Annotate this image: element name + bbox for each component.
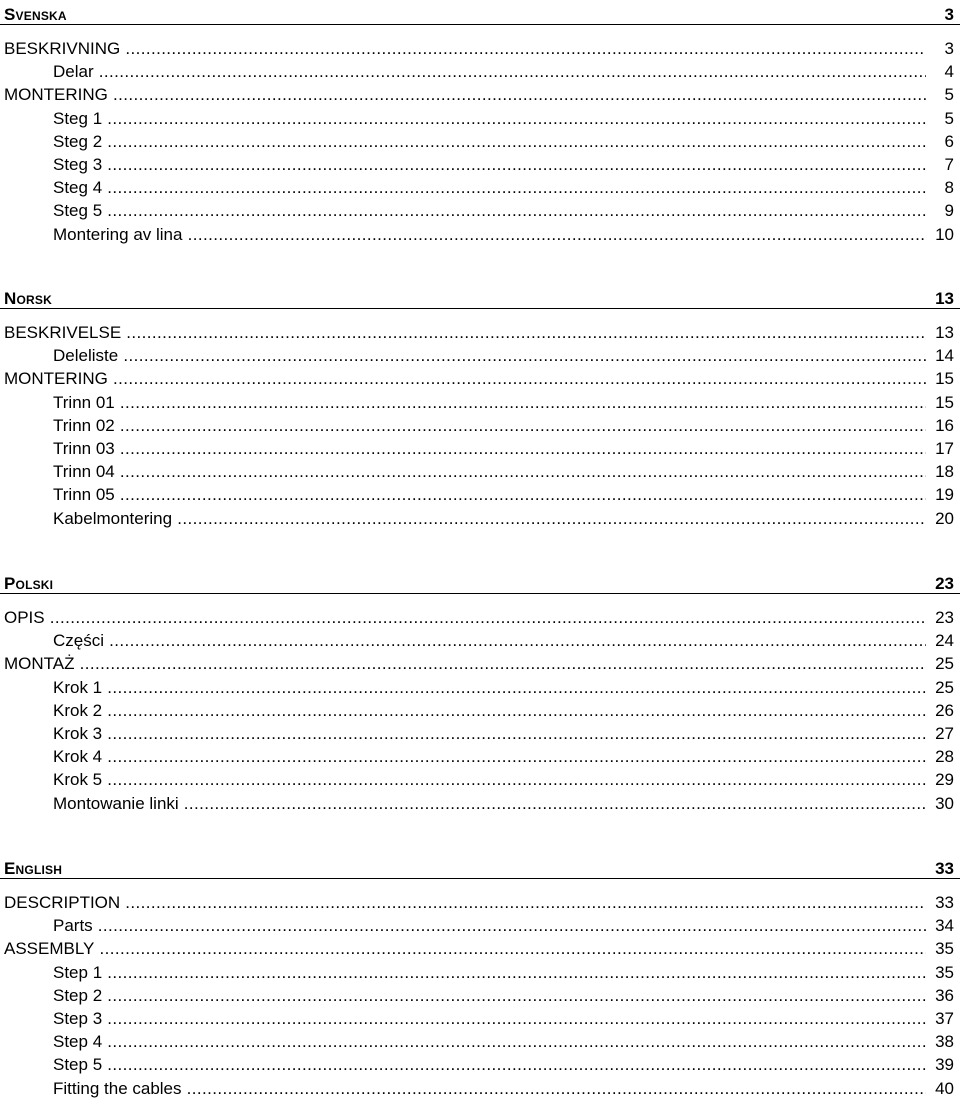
section-title: Norsk: [4, 289, 52, 308]
entry-label: Delar: [53, 62, 94, 82]
dot-leader: [93, 916, 926, 935]
dot-leader: [102, 109, 926, 128]
toc-entry[interactable]: [0, 961, 960, 984]
dot-leader: [115, 393, 926, 412]
entry-label: Trinn 03: [53, 438, 115, 458]
entry-label: Trinn 04: [53, 462, 115, 482]
entry-page-number: 10: [932, 223, 954, 246]
entry-label: Trinn 01: [53, 392, 115, 412]
toc-entry[interactable]: [0, 891, 960, 914]
toc-entry[interactable]: [0, 699, 960, 722]
toc-entry[interactable]: [0, 344, 960, 367]
entry-page-number: 36: [932, 984, 954, 1007]
toc-entry[interactable]: [0, 460, 960, 483]
entry-label: Step 5: [53, 1055, 103, 1075]
toc-entry[interactable]: [0, 223, 960, 246]
entry-label: Krok 5: [53, 770, 103, 790]
entry-page-number: 16: [932, 414, 954, 437]
toc-entry[interactable]: [0, 914, 960, 937]
entry-label: Części: [53, 631, 105, 651]
dot-leader: [182, 225, 926, 244]
toc-entry[interactable]: [0, 1053, 960, 1076]
dot-leader: [102, 678, 926, 697]
toc-entry[interactable]: [0, 176, 960, 199]
entry-page-number: 15: [932, 391, 954, 414]
entry-label: Step 4: [53, 1032, 103, 1052]
section-page-number: 23: [935, 574, 954, 593]
toc-entry[interactable]: [0, 768, 960, 791]
entry-page-number: 26: [932, 699, 954, 722]
entry-page-number: 39: [932, 1053, 954, 1076]
entry-label: Steg 2: [53, 131, 103, 151]
toc-entry[interactable]: [0, 629, 960, 652]
dot-leader: [102, 770, 926, 789]
toc-entry[interactable]: [0, 321, 960, 344]
toc-section: [0, 857, 960, 1100]
entry-label: Trinn 05: [53, 485, 115, 505]
entry-page-number: 38: [932, 1030, 954, 1053]
entry-label: Step 3: [53, 1008, 103, 1028]
entry-page-number: 7: [942, 153, 954, 176]
toc-entry[interactable]: [0, 414, 960, 437]
toc-entry[interactable]: [0, 722, 960, 745]
dot-leader: [108, 369, 926, 388]
entry-page-number: 17: [932, 437, 954, 460]
toc-entry[interactable]: [0, 792, 960, 815]
entry-page-number: 34: [932, 914, 954, 937]
dot-leader: [102, 701, 926, 720]
entry-page-number: 9: [942, 199, 954, 222]
entry-label: Steg 1: [53, 108, 103, 128]
toc-entry[interactable]: [0, 107, 960, 130]
entry-label: Fitting the cables: [53, 1078, 182, 1098]
toc-entry[interactable]: [0, 367, 960, 390]
dot-leader: [115, 439, 926, 458]
section-page-number: 3: [944, 5, 954, 24]
entry-label: MONTAŻ: [4, 654, 75, 674]
dot-leader: [102, 132, 926, 151]
toc-entry[interactable]: [0, 1030, 960, 1053]
entry-page-number: 15: [932, 367, 954, 390]
toc-entry[interactable]: [0, 83, 960, 106]
entry-label: Krok 4: [53, 747, 103, 767]
dot-leader: [121, 323, 926, 342]
entry-page-number: 33: [932, 891, 954, 914]
entry-page-number: 8: [942, 176, 954, 199]
dot-leader: [102, 155, 926, 174]
entry-label: Krok 2: [53, 700, 103, 720]
toc-entry[interactable]: [0, 1077, 960, 1100]
entry-page-number: 37: [932, 1007, 954, 1030]
section-page-number: 13: [935, 289, 954, 308]
entry-page-number: 25: [932, 652, 954, 675]
section-header[interactable]: [0, 572, 960, 594]
dot-leader: [120, 39, 926, 58]
section-header[interactable]: [0, 3, 960, 25]
entry-page-number: 35: [932, 937, 954, 960]
dot-leader: [104, 631, 926, 650]
dot-leader: [94, 62, 926, 81]
entry-label: BESKRIVNING: [4, 39, 121, 58]
dot-leader: [102, 724, 926, 743]
toc-section: [0, 3, 960, 246]
toc-entry[interactable]: [0, 937, 960, 960]
section-entries: [0, 606, 960, 815]
entry-label: ASSEMBLY: [4, 939, 95, 959]
toc-entry[interactable]: [0, 60, 960, 83]
toc-entry[interactable]: [0, 1007, 960, 1030]
entry-page-number: 35: [932, 961, 954, 984]
entry-label: BESKRIVELSE: [4, 323, 122, 342]
dot-leader: [94, 939, 926, 958]
entry-page-number: 18: [932, 460, 954, 483]
section-entries: [0, 37, 960, 246]
entry-label: Steg 3: [53, 154, 103, 174]
section-title: Polski: [4, 574, 54, 593]
toc-section: [0, 572, 960, 815]
section-title: Svenska: [4, 5, 67, 24]
toc-entry[interactable]: [0, 507, 960, 530]
toc-entry[interactable]: [0, 391, 960, 414]
toc-entry[interactable]: [0, 130, 960, 153]
toc-entry[interactable]: [0, 153, 960, 176]
toc-entry[interactable]: [0, 483, 960, 506]
toc-entry[interactable]: [0, 676, 960, 699]
dot-leader: [172, 509, 926, 528]
entry-label: DESCRIPTION: [4, 893, 121, 912]
entry-label: MONTERING: [4, 369, 108, 389]
section-entries: [0, 321, 960, 530]
entry-page-number: 5: [942, 83, 954, 106]
dot-leader: [102, 1009, 926, 1028]
section-header[interactable]: [0, 857, 960, 879]
dot-leader: [118, 346, 926, 365]
dot-leader: [179, 794, 926, 813]
entry-label: MONTERING: [4, 85, 108, 105]
toc-entry[interactable]: [0, 745, 960, 768]
dot-leader: [102, 178, 926, 197]
entry-label: Deleliste: [53, 346, 119, 366]
dot-leader: [102, 986, 926, 1005]
entry-label: OPIS: [4, 608, 45, 627]
entry-page-number: 30: [932, 792, 954, 815]
dot-leader: [102, 1055, 926, 1074]
entry-label: Steg 4: [53, 178, 103, 198]
toc-entry[interactable]: [0, 652, 960, 675]
entry-page-number: 40: [932, 1077, 954, 1100]
entry-label: Steg 5: [53, 201, 103, 221]
section-title: English: [4, 859, 63, 878]
entry-label: Krok 1: [53, 677, 103, 697]
dot-leader: [120, 893, 926, 912]
entry-label: Kabelmontering: [53, 508, 173, 528]
entry-page-number: 14: [932, 344, 954, 367]
dot-leader: [102, 1032, 926, 1051]
dot-leader: [115, 485, 926, 504]
entry-label: Parts: [53, 916, 93, 936]
entry-page-number: 23: [932, 606, 954, 629]
entry-label: Montering av lina: [53, 224, 183, 244]
entry-page-number: 24: [932, 629, 954, 652]
entry-page-number: 27: [932, 722, 954, 745]
entry-label: Krok 3: [53, 723, 103, 743]
toc-entry[interactable]: [0, 199, 960, 222]
entry-page-number: 5: [942, 107, 954, 130]
toc-entry[interactable]: [0, 984, 960, 1007]
section-page-number: 33: [935, 859, 954, 878]
dot-leader: [102, 747, 926, 766]
entry-label: Montowanie linki: [53, 793, 179, 813]
dot-leader: [45, 608, 926, 627]
entry-page-number: 28: [932, 745, 954, 768]
section-entries: [0, 891, 960, 1100]
toc-entry[interactable]: [0, 37, 960, 60]
entry-page-number: 4: [942, 60, 954, 83]
entry-page-number: 29: [932, 768, 954, 791]
dot-leader: [115, 416, 926, 435]
entry-label: Trinn 02: [53, 415, 115, 435]
entry-page-number: 3: [942, 37, 954, 60]
entry-page-number: 25: [932, 676, 954, 699]
dot-leader: [108, 85, 926, 104]
entry-page-number: 20: [932, 507, 954, 530]
entry-label: Step 1: [53, 962, 103, 982]
dot-leader: [182, 1079, 926, 1098]
toc-entry[interactable]: [0, 606, 960, 629]
dot-leader: [75, 654, 926, 673]
dot-leader: [102, 201, 926, 220]
entry-page-number: 13: [932, 321, 954, 344]
toc-entry[interactable]: [0, 437, 960, 460]
dot-leader: [115, 462, 926, 481]
dot-leader: [102, 963, 926, 982]
section-header[interactable]: [0, 287, 960, 309]
entry-label: Step 2: [53, 985, 103, 1005]
entry-page-number: 19: [932, 483, 954, 506]
entry-page-number: 6: [942, 130, 954, 153]
toc-section: [0, 287, 960, 530]
